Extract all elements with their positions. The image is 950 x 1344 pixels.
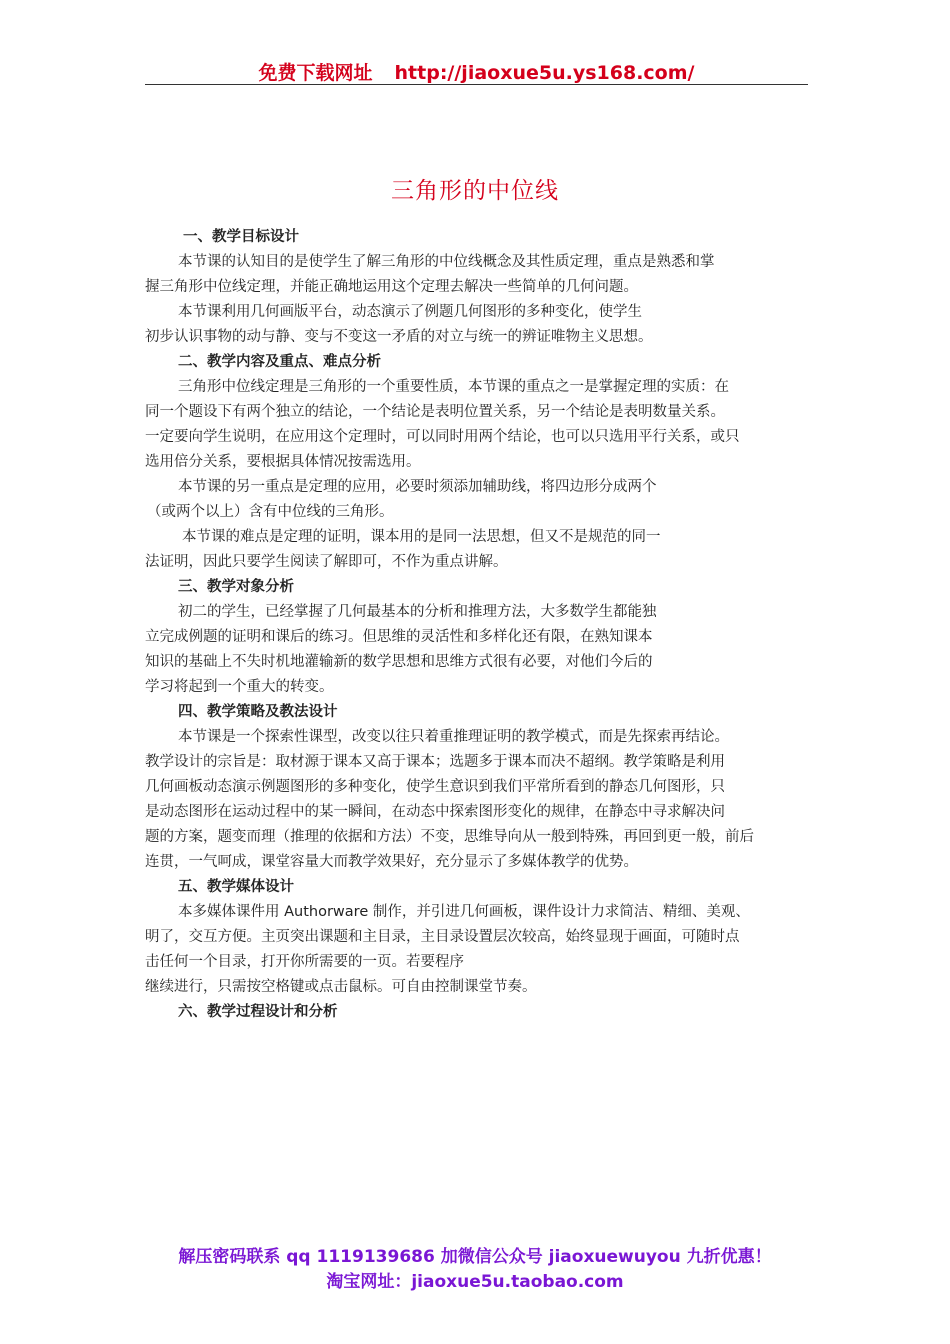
section-heading: 三、教学对象分析 xyxy=(178,579,294,595)
paragraph-line: 法证明，因此只要学生阅读了解即可，不作为重点讲解。 xyxy=(145,554,508,570)
section-heading: 二、教学内容及重点、难点分析 xyxy=(178,354,381,370)
paragraph-line: 初二的学生，已经掌握了几何最基本的分析和推理方法，大多数学生都能独 xyxy=(178,604,657,620)
paragraph-line: 本节课的难点是定理的证明，课本用的是同一法思想，但又不是规范的同一 xyxy=(182,529,661,545)
paragraph-line: 知识的基础上不失时机地灌输新的数学思想和思维方式很有必要，对他们今后的 xyxy=(145,654,653,670)
header-divider xyxy=(145,84,808,85)
paragraph-line: 继续进行，只需按空格键或点击鼠标。可自由控制课堂节奏。 xyxy=(145,979,537,995)
paragraph-line: 初步认识事物的动与静、变与不变这一矛盾的对立与统一的辨证唯物主义思想。 xyxy=(145,329,653,345)
paragraph-line: 三角形中位线定理是三角形的一个重要性质，本节课的重点之一是掌握定理的实质：在 xyxy=(178,379,729,395)
paragraph-line: 本节课利用几何画版平台，动态演示了例题几何图形的多种变化，使学生 xyxy=(178,304,642,320)
paragraph-line: 题的方案，题变而理（推理的依据和方法）不变，思维导向从一般到特殊，再回到更一般，前后 xyxy=(145,829,754,845)
paragraph-line: 连贯，一气呵成，课堂容量大而教学效果好，充分显示了多媒体教学的优势。 xyxy=(145,854,638,870)
document-title: 三角形的中位线 xyxy=(391,178,559,204)
paragraph-line: 一定要向学生说明，在应用这个定理时，可以同时用两个结论，也可以只选用平行关系，或只 xyxy=(145,429,740,445)
paragraph-line: 选用倍分关系，要根据具体情况按需选用。 xyxy=(145,454,421,470)
paragraph-line: 本多媒体课件用 Authorware 制作，并引进几何画板，课件设计力求简洁、精细、美观、 xyxy=(178,904,750,920)
section-heading: 一、教学目标设计 xyxy=(183,229,299,245)
paragraph-line: 同一个题设下有两个独立的结论，一个结论是表明位置关系，另一个结论是表明数量关系。 xyxy=(145,404,725,420)
paragraph-line: 明了，交互方便。主页突出课题和主目录，主目录设置层次较高，始终显现于画面，可随时点 xyxy=(145,929,740,945)
download-label: 免费下载网址 xyxy=(258,62,373,84)
paragraph-line: 本节课是一个探索性课型，改变以往只着重推理证明的教学模式，而是先探索再结论。 xyxy=(178,729,729,745)
paragraph-line: 立完成例题的证明和课后的练习。但思维的灵活性和多样化还有限，在熟知课本 xyxy=(145,629,653,645)
paragraph-line: 教学设计的宗旨是：取材源于课本又高于课本；选题多于课本而决不超纲。教学策略是利用 xyxy=(145,754,725,770)
paragraph-line: 击任何一个目录，打开你所需要的一页。若要程序 xyxy=(145,954,464,970)
paragraph-line: 本节课的另一重点是定理的应用，必要时须添加辅助线，将四边形分成两个 xyxy=(178,479,657,495)
footer-taobao-link[interactable]: 淘宝网址：jiaoxue5u.taobao.com xyxy=(326,1272,624,1292)
paragraph-line: 是动态图形在运动过程中的某一瞬间，在动态中探索图形变化的规律，在静态中寻求解决问 xyxy=(145,804,725,820)
section-heading: 五、教学媒体设计 xyxy=(178,879,294,895)
footer-contact: 解压密码联系 qq 1119139686 加微信公众号 jiaoxuewuyou 九折优惠！ xyxy=(178,1247,772,1267)
paragraph-line: 学习将起到一个重大的转变。 xyxy=(145,679,334,695)
section-heading: 六、教学过程设计和分析 xyxy=(178,1004,338,1020)
download-header xyxy=(145,58,808,84)
paragraph-line: 几何画板动态演示例题图形的多种变化，使学生意识到我们平常所看到的静态几何图形，只 xyxy=(145,779,725,795)
paragraph-line: （或两个以上）含有中位线的三角形。 xyxy=(147,504,394,520)
paragraph-line: 本节课的认知目的是使学生了解三角形的中位线概念及其性质定理，重点是熟悉和掌 xyxy=(178,254,715,270)
section-heading: 四、教学策略及教法设计 xyxy=(178,704,338,720)
download-url-link[interactable]: http://jiaoxue5u.ys168.com/ xyxy=(394,62,695,84)
paragraph-line: 握三角形中位线定理，并能正确地运用这个定理去解决一些简单的几何问题。 xyxy=(145,279,638,295)
